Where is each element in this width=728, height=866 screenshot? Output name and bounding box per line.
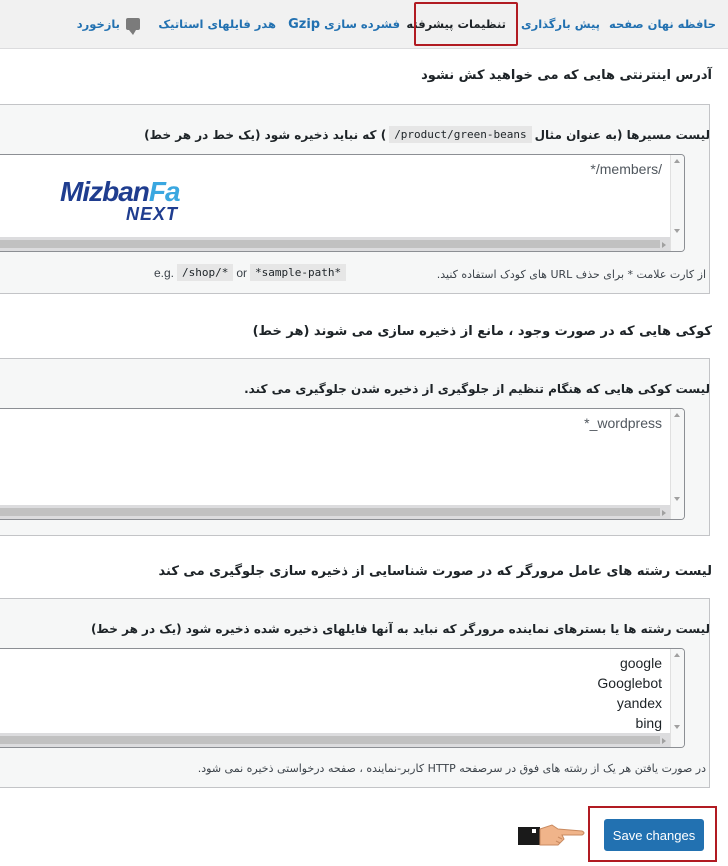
scroll-up-icon	[674, 413, 680, 417]
tab-page-cache[interactable]	[609, 0, 716, 48]
tab-preload[interactable]	[521, 0, 600, 48]
tab-feedback[interactable]	[77, 0, 140, 48]
textarea-value	[597, 653, 662, 733]
section-heading-excluded-urls: آدرس اینترنتی هایی که می خواهید کش نشود	[421, 68, 712, 83]
hint-or: or	[236, 265, 248, 280]
label-text: لیست مسیرها (به عنوان مثال	[534, 127, 710, 142]
tab-label: پیش بارگذاری	[521, 17, 600, 31]
textarea-line: Googlebot	[597, 675, 662, 691]
section-heading-cookies: کوکی هایی که در صورت وجود ، مانع از ذخیره سازی می شوند (هر خط)	[252, 324, 712, 339]
user-agents-textarea[interactable]	[0, 648, 685, 748]
textarea-line: bing	[635, 715, 662, 731]
feedback-icon	[126, 18, 140, 30]
label-text: ) که نباید ذخیره شود (یک خط در هر خط)	[144, 127, 387, 142]
settings-tabs	[0, 0, 728, 48]
logo-subtitle: NEXT	[126, 204, 179, 224]
pointing-hand-icon	[518, 817, 588, 851]
scroll-right-icon	[662, 738, 666, 744]
mizbanfa-watermark-logo	[60, 178, 200, 226]
textarea-hscrollbar[interactable]	[0, 237, 670, 251]
user-agents-label: لیست رشته ها یا بسترهای نماینده مرورگر که نباید به آنها فایلهای ذخیره شده ذخیره شود (یک در هر خط)	[90, 622, 710, 636]
user-agents-hint: در صورت یافتن هر یک از رشته های فوق در سرصفحه HTTP کاربر-نماینده ، صفحه درخواستی ذخیره نمی شود.	[197, 762, 706, 775]
tab-label-suffix: Gzip	[288, 16, 321, 32]
scrollbar-thumb[interactable]	[0, 736, 660, 744]
textarea-hscrollbar[interactable]	[0, 505, 670, 519]
section-heading-user-agents: لیست رشته های عامل مرورگر که در صورت شناسایی از ذخیره سازی جلوگیری می کند	[158, 564, 712, 579]
scrollbar-thumb[interactable]	[0, 508, 660, 516]
scroll-right-icon	[662, 242, 666, 248]
textarea-scrollbar[interactable]	[670, 409, 684, 519]
cookies-label: لیست کوکی هایی که هنگام تنظیم از جلوگیری از ذخیره شدن جلوگیری می کند.	[244, 382, 710, 396]
scroll-down-icon	[674, 229, 680, 233]
save-changes-button[interactable]: Save changes	[604, 819, 704, 851]
textarea-hscrollbar[interactable]	[0, 733, 670, 747]
excluded-paths-hint: از کارت علامت * برای حذف URL های کودک استفاده کنید.	[436, 268, 706, 281]
textarea-scrollbar[interactable]	[670, 155, 684, 251]
hint-eg: e.g.	[154, 265, 175, 280]
logo-wordmark: MizbanFa	[60, 176, 180, 207]
textarea-value: *_wordpress	[584, 415, 662, 431]
scroll-up-icon	[674, 159, 680, 163]
excluded-paths-examples	[154, 264, 349, 281]
scrollbar-thumb[interactable]	[0, 240, 660, 248]
example-path-code: /product/green-beans	[389, 126, 531, 143]
textarea-line: yandex	[616, 695, 662, 711]
tab-label: هدر فایلهای استاتیک	[158, 17, 276, 31]
textarea-line: google	[619, 655, 662, 671]
scroll-down-icon	[674, 497, 680, 501]
tab-gzip-compression[interactable]	[288, 0, 400, 48]
scroll-up-icon	[674, 653, 680, 657]
tab-label: بازخورد	[76, 17, 120, 31]
cookies-textarea[interactable]	[0, 408, 685, 520]
textarea-value: */members/	[590, 161, 662, 177]
tab-static-file-headers[interactable]	[158, 0, 276, 48]
tab-label: تنظیمات پیشرفته	[406, 17, 506, 31]
textarea-scrollbar[interactable]	[670, 649, 684, 747]
tab-label: فشرده سازی	[324, 17, 400, 31]
example-sample-path-code: *sample-path*	[250, 264, 346, 281]
scroll-down-icon	[674, 725, 680, 729]
excluded-paths-label	[144, 126, 710, 143]
active-tab-highlight	[414, 2, 518, 46]
scroll-right-icon	[662, 510, 666, 516]
example-shop-code: /shop/*	[177, 264, 233, 281]
tab-label: حافظه نهان صفحه	[608, 17, 716, 31]
